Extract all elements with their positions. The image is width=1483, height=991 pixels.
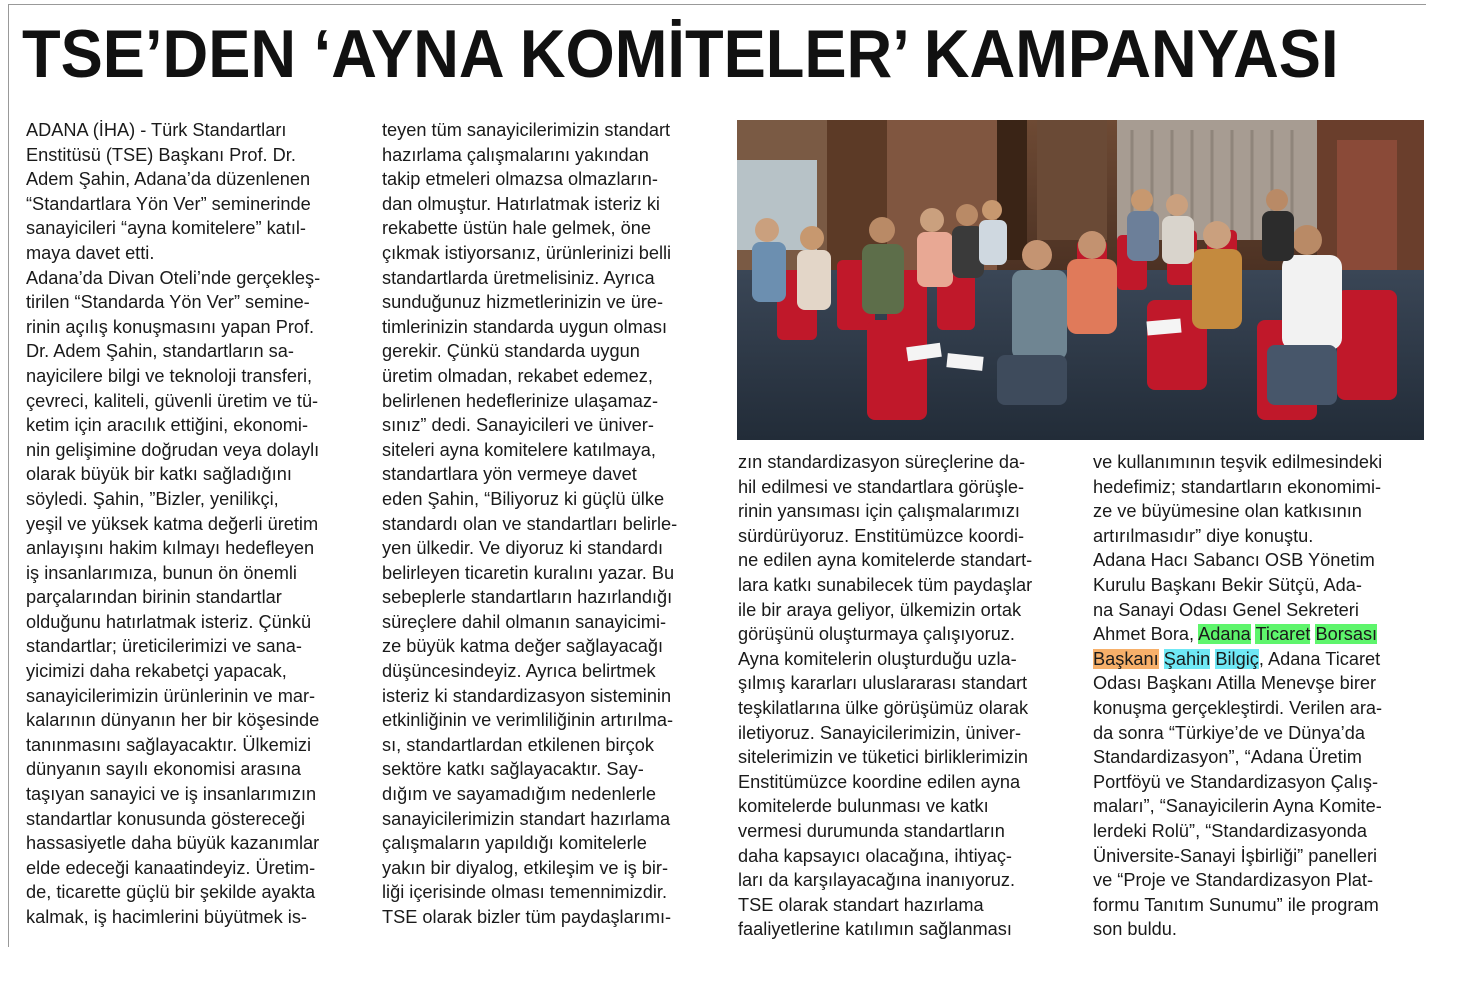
text-line: konuşma gerçekleştirdi. Verilen ara- bbox=[1093, 697, 1383, 718]
text-line: tanınmasını sağlayacaktır. Ülkemizi bbox=[26, 734, 312, 755]
text-line: dan olmuştur. Hatırlatmak isteriz ki bbox=[382, 193, 660, 214]
text-line: Odası Başkanı Atilla Menevşe birer bbox=[1093, 673, 1377, 694]
text-line: isteriz ki standardizasyon sisteminin bbox=[382, 685, 672, 706]
text-line: görüşünü oluşturmaya çalışıyoruz. bbox=[738, 624, 1015, 645]
text-line: TSE olarak standart hazırlama bbox=[738, 894, 984, 915]
text-line: ile bir araya geliyor, ülkemizin ortak bbox=[738, 599, 1022, 620]
text-line: Adem Şahin, Adana’da düzenlenen bbox=[26, 169, 311, 190]
text-line: anlayışını hakim kılmayı hedefleyen bbox=[26, 538, 315, 559]
text-line: olduğunu hatırlatmak isteriz. Çünkü bbox=[26, 611, 312, 632]
text-line: maları”, “Sanayicilerin Ayna Komite- bbox=[1093, 796, 1382, 817]
text-span: Ahmet Bora, bbox=[1093, 624, 1199, 645]
text-line: söyledi. Şahin, ”Bizler, yenilikçi, bbox=[26, 488, 279, 509]
text-line: teşkilatlarına ülke görüşümüz olarak bbox=[738, 697, 1029, 718]
text-line: ları da karşılayacağına inanıyoruz. bbox=[738, 870, 1016, 891]
text-line: hil edilmesi ve standartlara görüşle- bbox=[738, 476, 1025, 497]
text-line: çevreci, kaliteli, güvenli üretim ve tü- bbox=[26, 390, 319, 411]
text-line: dünyanın sayılı ekonomisi arasına bbox=[26, 759, 301, 780]
article-column-3 bbox=[738, 450, 1068, 942]
highlighted-line-2 bbox=[1093, 647, 1423, 672]
text-line: timlerinizin standarda uygun olması bbox=[382, 316, 668, 337]
text-line: faaliyetlerine katılımın sağlanması bbox=[738, 919, 1012, 940]
text-line: teyen tüm sanayicilerimizin standart bbox=[382, 120, 671, 140]
text-line: sınız” dedi. Sanayicileri ve üniver- bbox=[382, 415, 654, 436]
text-line: maya davet etti. bbox=[26, 242, 155, 263]
text-line: son buldu. bbox=[1093, 919, 1177, 940]
text-line: formu Tanıtım Sunumu” ile program bbox=[1093, 894, 1379, 915]
text-line: lerdeki Rolü”, “Standardizasyonda bbox=[1093, 820, 1367, 841]
text-line: düşüncesindeyiz. Ayrıca belirtmek bbox=[382, 661, 656, 682]
text-line: Enstitüsü (TSE) Başkanı Prof. Dr. bbox=[26, 144, 296, 165]
text-line: de, ticarette güçlü bir şekilde ayakta bbox=[26, 882, 316, 903]
text-line: “Standartlara Yön Ver” seminerinde bbox=[26, 193, 311, 214]
text-line: standartlar; üreticilerimizi ve sana- bbox=[26, 636, 302, 657]
text-line: vermesi durumunda standartların bbox=[738, 820, 1005, 841]
text-line: sı, standartlardan etkilenen birçok bbox=[382, 734, 654, 755]
highlight-cyan-sahin: Şahin bbox=[1163, 648, 1211, 669]
text-line: zın standardizasyon süreçlerine da- bbox=[738, 452, 1026, 472]
text-line: Adana Hacı Sabancı OSB Yönetim bbox=[1093, 550, 1375, 571]
text-line: yakın bir diyalog, etkileşim ve iş bir- bbox=[382, 857, 669, 878]
text-line: nayicilere bilgi ve teknoloji transferi, bbox=[26, 365, 313, 386]
text-line: sitelerimizin ve tüketici birliklerimizin bbox=[738, 747, 1029, 768]
seminar-photo bbox=[737, 120, 1424, 440]
article-column-1 bbox=[26, 118, 356, 930]
highlighted-line-1 bbox=[1093, 622, 1423, 647]
text-line: daha kapsayıcı olacağına, ihtiyaç- bbox=[738, 845, 1012, 866]
text-line: Adana’da Divan Oteli’nde gerçekleş- bbox=[26, 267, 321, 288]
text-line: sürdürüyoruz. Enstitümüzce koordi- bbox=[738, 525, 1025, 546]
text-line: rinin açılış konuşmasını yapan Prof. bbox=[26, 316, 315, 337]
text-line: belirlenen hedeflerinize ulaşamaz- bbox=[382, 390, 659, 411]
text-line: kalmak, iş hacimlerini büyütmek is- bbox=[26, 907, 307, 927]
text-line: artırılmasıdır” diye konuştu. bbox=[1093, 525, 1314, 546]
text-line: taşıyan sanayici ve iş insanlarımızın bbox=[26, 784, 317, 805]
text-line: ADANA (İHA) - Türk Standartları bbox=[26, 120, 287, 140]
highlight-green-borsasi: Borsası bbox=[1315, 624, 1378, 645]
text-line: elde edeceği kanaatindeyiz. Üretim- bbox=[26, 857, 316, 878]
text-line: Standardizasyon”, “Adana Üretim bbox=[1093, 747, 1362, 768]
text-line: TSE olarak bizler tüm paydaşlarımı- bbox=[382, 907, 672, 927]
text-line: tirilen “Standarda Yön Ver” semine- bbox=[26, 292, 310, 313]
text-line: sektöre katkı sağlayacaktır. Say- bbox=[382, 759, 644, 780]
left-rule bbox=[8, 4, 9, 947]
text-line: Portföyü ve Standardizasyon Çalış- bbox=[1093, 771, 1379, 792]
text-line: yicimizi daha rekabetçi yapacak, bbox=[26, 661, 287, 682]
text-line: liği içerisinde olması temennimizdir. bbox=[382, 882, 668, 903]
text-line: rekabette üstün hale gelmek, öne bbox=[382, 218, 651, 239]
text-line: dığım ve sayamadığım nedenlerle bbox=[382, 784, 656, 805]
highlight-green-adana: Adana bbox=[1198, 624, 1251, 645]
text-line: yeşil ve yüksek katma değerli üretim bbox=[26, 513, 319, 534]
text-line: siteleri ayna komitelere katılmaya, bbox=[382, 439, 656, 460]
text-line: nin gelişimine doğrudan veya dolaylı bbox=[26, 439, 320, 460]
text-line: ve “Proje ve Standardizasyon Plat- bbox=[1093, 870, 1374, 891]
text-line: hazırlama çalışmalarını yakından bbox=[382, 144, 649, 165]
highlight-cyan-bilgic: Bilgiç bbox=[1215, 648, 1259, 669]
text-line: da sonra “Türkiye’de ve Dünya’da bbox=[1093, 722, 1365, 743]
article-column-2 bbox=[382, 118, 712, 930]
text-line: na Sanayi Odası Genel Sekreteri bbox=[1093, 599, 1359, 620]
text-line: Üniversite-Sanayi İşbirliği” panelleri bbox=[1093, 845, 1378, 866]
text-span: , Adana Ticaret bbox=[1258, 648, 1381, 669]
text-line: Ayna komitelerin oluşturduğu uzla- bbox=[738, 648, 1017, 669]
text-line: Dr. Adem Şahin, standartların sa- bbox=[26, 341, 294, 362]
text-line: hassasiyetle daha büyük kazanımlar bbox=[26, 833, 320, 854]
text-line: sanayicileri “ayna komitelere” katıl- bbox=[26, 218, 306, 239]
text-line: sanayicilerimizin standart hazırlama bbox=[382, 808, 671, 829]
text-line: rinin yansıması için çalışmalarımızı bbox=[738, 501, 1020, 522]
highlight-green-ticaret: Ticaret bbox=[1255, 624, 1311, 645]
text-line: takip etmeleri olmazsa olmazların- bbox=[382, 169, 658, 190]
article-column-4 bbox=[1093, 450, 1423, 942]
text-line: yen ülkedir. Ve diyoruz ki standardı bbox=[382, 538, 664, 559]
highlight-orange-baskani: Başkanı bbox=[1093, 648, 1159, 669]
text-line: Kurulu Başkanı Bekir Sütçü, Ada- bbox=[1093, 574, 1362, 595]
text-line: sebeplerle standartların hazırlandığı bbox=[382, 587, 673, 608]
text-line: standardı olan ve standartları belirle- bbox=[382, 513, 678, 534]
text-line: belirleyen ticaretin kuralını yazar. Bu bbox=[382, 562, 675, 583]
text-line: üretim olmadan, rekabet edemez, bbox=[382, 365, 653, 386]
text-line: parçalarından birinin standartlar bbox=[26, 587, 282, 608]
text-line: hedefimiz; standartların ekonomimi- bbox=[1093, 476, 1382, 497]
text-line: çıkmak istiyorsanız, ürünlerinizi belli bbox=[382, 242, 672, 263]
text-line: ze ve büyümesine olan katkısının bbox=[1093, 501, 1362, 522]
text-line: etkinliğinin ve verimliliğinin artırılma- bbox=[382, 710, 674, 731]
text-line: iletiyoruz. Sanayicilerimizin, üniver- bbox=[738, 722, 1022, 743]
text-line: ze büyük katma değer sağlayacağı bbox=[382, 636, 664, 657]
text-line: standartlar konusunda göstereceği bbox=[26, 808, 306, 829]
text-line: ne edilen ayna komitelerde standart- bbox=[738, 550, 1033, 571]
text-line: çalışmaların yapıldığı komitelerle bbox=[382, 833, 647, 854]
text-line: sanayicilerimizin ürünlerinin ve mar- bbox=[26, 685, 316, 706]
text-line: şılmış kararları uluslararası standart bbox=[738, 673, 1028, 694]
text-line: iş insanlarımıza, bunun ön önemli bbox=[26, 562, 297, 583]
text-line: ve kullanımının teşvik edilmesindeki bbox=[1093, 452, 1383, 472]
text-line: Enstitümüzce koordine edilen ayna bbox=[738, 771, 1021, 792]
text-line: olarak büyük bir katkı sağladığını bbox=[26, 464, 292, 485]
text-line: süreçlere dahil olmanın sanayicimi- bbox=[382, 611, 667, 632]
text-line: standartlara yön vermeye davet bbox=[382, 464, 637, 485]
text-line: standartlarda üretmelisiniz. Ayrıca bbox=[382, 267, 655, 288]
text-line: komitelerde bulunması ve katkı bbox=[738, 796, 989, 817]
headline: TSE’DEN ‘AYNA KOMİTELER’ KAMPANYASI bbox=[22, 16, 1339, 92]
text-line: sunduğunuz hizmetlerinizin ve üre- bbox=[382, 292, 664, 313]
text-line: gerekir. Çünkü standarda uygun bbox=[382, 341, 640, 362]
text-line: lara katkı sunabilecek tüm paydaşlar bbox=[738, 574, 1033, 595]
text-line: ketim için aracılık ettiğini, ekonomi- bbox=[26, 415, 309, 436]
text-line: eden Şahin, “Biliyoruz ki güçlü ülke bbox=[382, 488, 665, 509]
text-line: kalarının dünyanın her bir köşesinde bbox=[26, 710, 320, 731]
